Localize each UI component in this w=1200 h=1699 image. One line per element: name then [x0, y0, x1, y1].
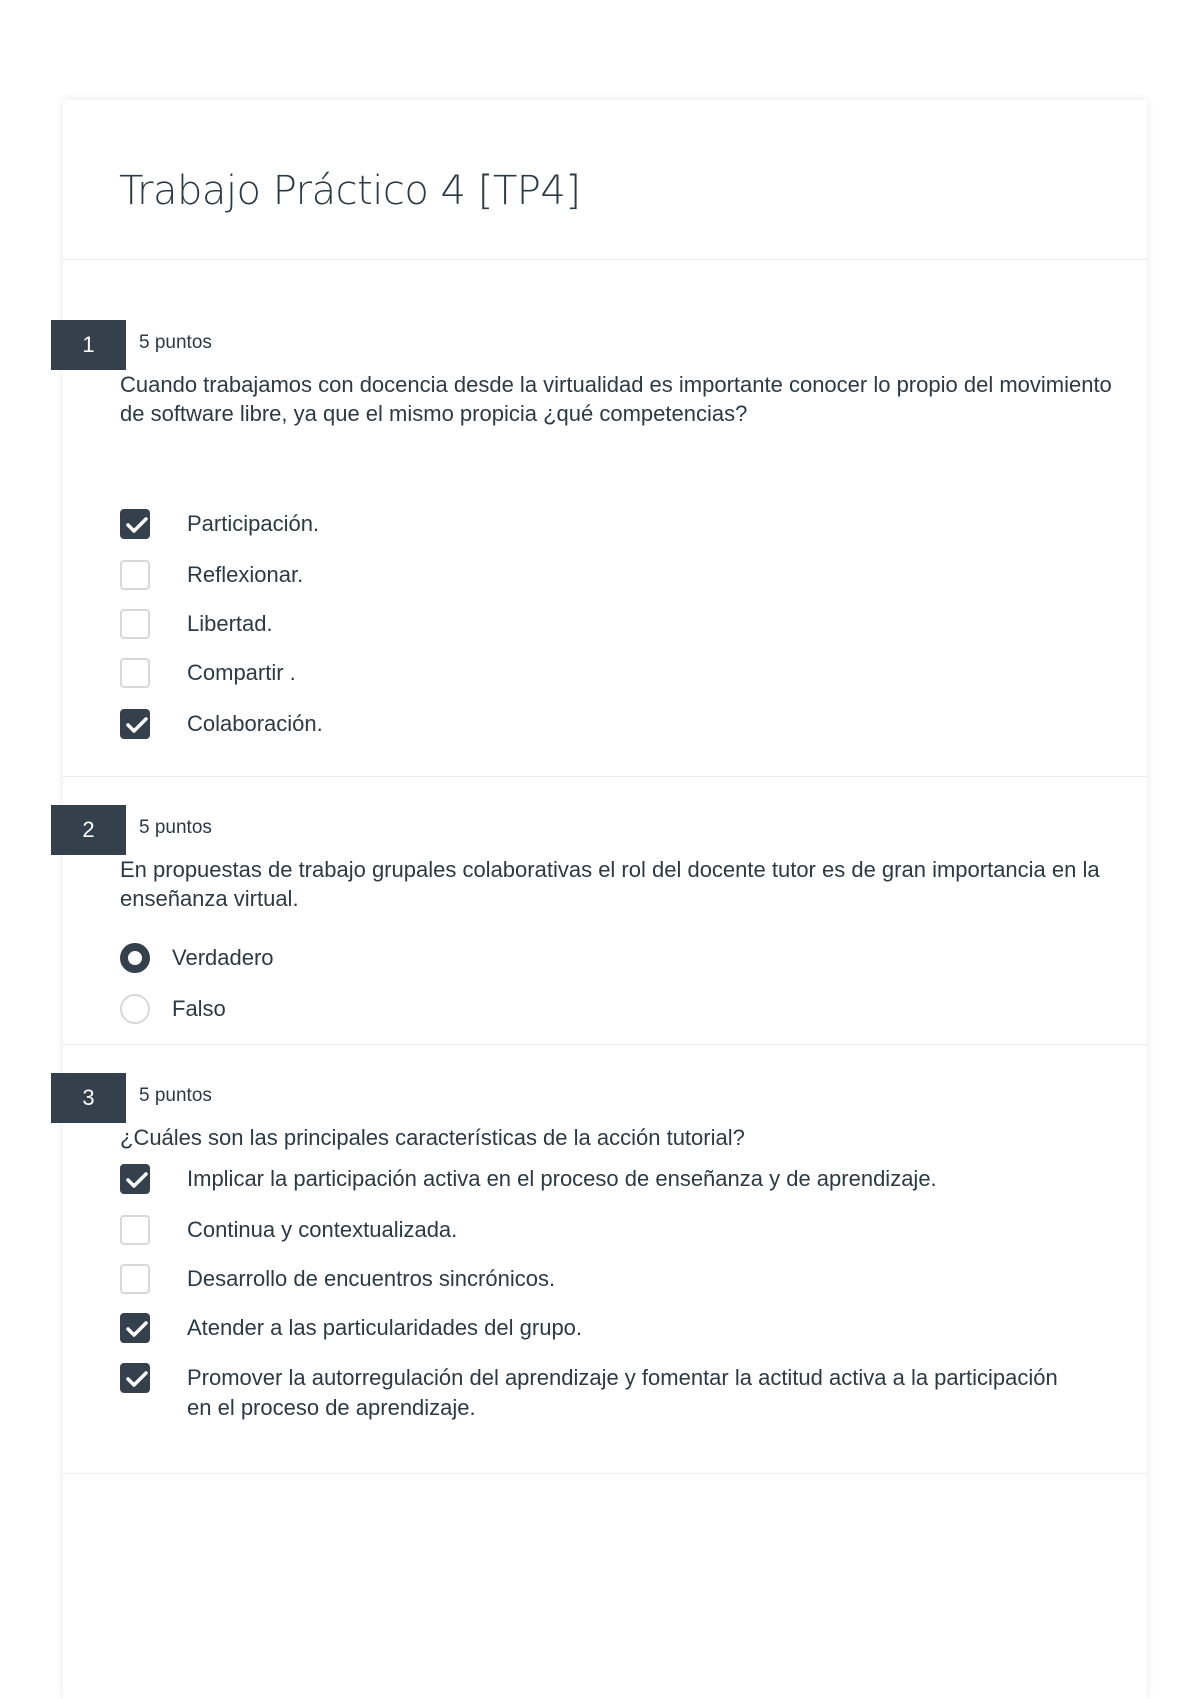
form-title: Trabajo Práctico 4 [TP4]	[119, 168, 581, 214]
checkbox[interactable]	[120, 1363, 150, 1393]
question-2	[63, 776, 1147, 1045]
checkbox[interactable]	[120, 560, 150, 590]
question-points: 5 puntos	[139, 1085, 212, 1106]
checkmark-icon	[126, 1320, 148, 1338]
form-header	[63, 100, 1147, 260]
radio-button[interactable]	[120, 994, 150, 1024]
checkmark-icon	[126, 1370, 148, 1388]
option-label: Falso	[172, 996, 226, 1021]
question-1	[63, 259, 1147, 777]
question-points: 5 puntos	[139, 817, 212, 838]
option-label: Promover la autorregulación del aprendizaje y fomentar la actitud activa a la participación en el proceso de aprendizaje.	[187, 1365, 1058, 1420]
radio-button[interactable]	[120, 943, 150, 973]
option-label: Verdadero	[172, 945, 274, 970]
checkbox[interactable]	[120, 509, 150, 539]
question-points: 5 puntos	[139, 332, 212, 353]
checkmark-icon	[126, 716, 148, 734]
option-label: Compartir .	[187, 660, 296, 685]
option-label: Desarrollo de encuentros sincrónicos.	[187, 1266, 556, 1291]
checkbox[interactable]	[120, 658, 150, 688]
checkmark-icon	[126, 1171, 148, 1189]
option-label: Colaboración.	[187, 711, 323, 736]
option-label: Implicar la participación activa en el proceso de enseñanza y de aprendizaje.	[187, 1166, 937, 1191]
question-number-badge: 3	[51, 1073, 126, 1123]
question-text: ¿Cuáles son las principales características de la acción tutorial?	[120, 1125, 745, 1150]
question-number-badge: 1	[51, 320, 126, 370]
checkbox[interactable]	[120, 1164, 150, 1194]
option-label: Reflexionar.	[187, 562, 304, 587]
option-label: Atender a las particularidades del grupo.	[187, 1315, 583, 1340]
checkbox[interactable]	[120, 1215, 150, 1245]
question-text: En propuestas de trabajo grupales colaborativas el rol del docente tutor es de gran importancia en la enseñanza virtual.	[120, 857, 1100, 911]
checkbox[interactable]	[120, 709, 150, 739]
question-text: Cuando trabajamos con docencia desde la virtualidad es importante conocer lo propio del movimiento de software libre, ya que el mismo propicia ¿qué competencias?	[120, 372, 1112, 426]
checkbox[interactable]	[120, 1264, 150, 1294]
checkbox[interactable]	[120, 609, 150, 639]
option-label: Libertad.	[187, 611, 273, 636]
option-label: Continua y contextualizada.	[187, 1217, 458, 1242]
question-3	[63, 1044, 1147, 1474]
checkmark-icon	[126, 516, 148, 534]
form-card	[63, 100, 1147, 1699]
checkbox[interactable]	[120, 1313, 150, 1343]
option-label: Participación.	[187, 511, 320, 536]
question-number-badge: 2	[51, 805, 126, 855]
